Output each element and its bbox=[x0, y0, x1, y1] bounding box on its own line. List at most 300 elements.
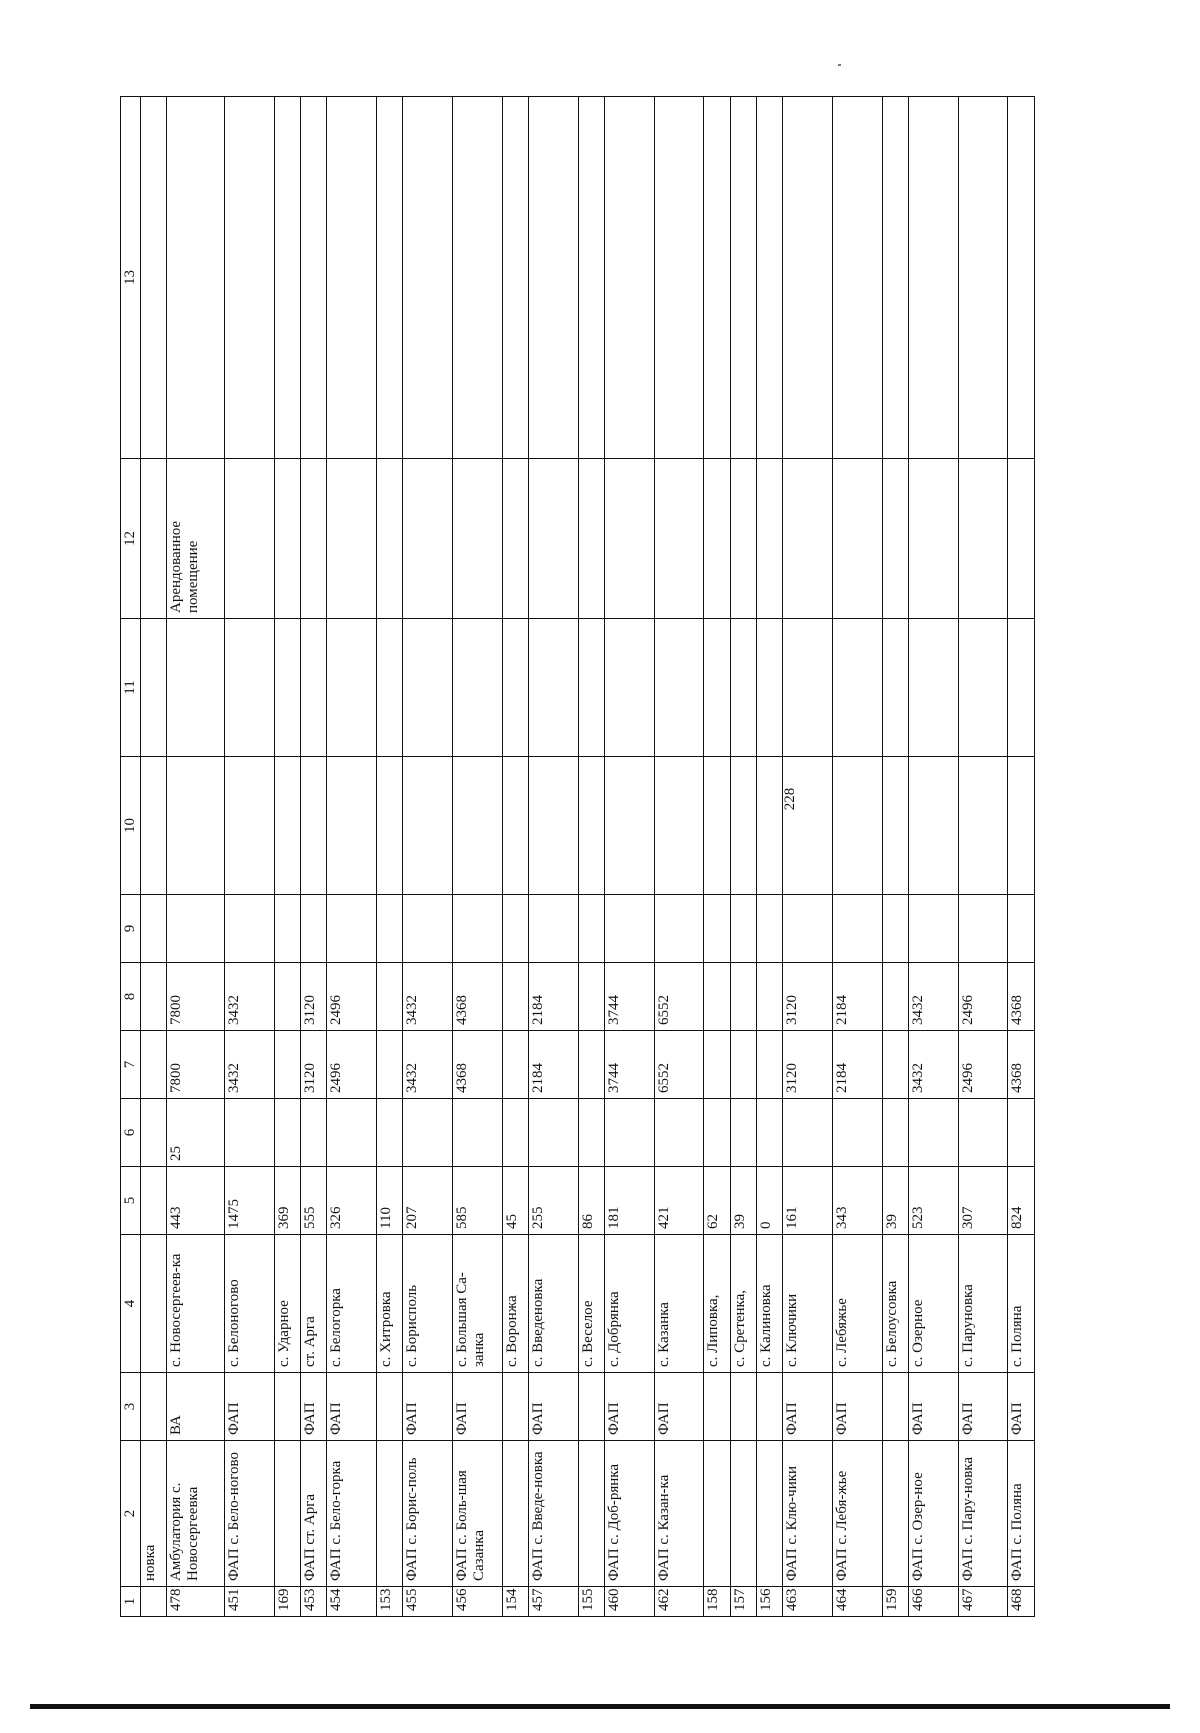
table-cell bbox=[502, 97, 528, 459]
table-cell bbox=[141, 895, 167, 963]
table-cell bbox=[528, 757, 578, 895]
table-cell bbox=[327, 1099, 377, 1167]
table-cell bbox=[224, 619, 274, 757]
header-row bbox=[121, 97, 141, 1617]
table-cell: 181 bbox=[604, 1167, 654, 1235]
table-row bbox=[1008, 97, 1035, 1617]
table-cell bbox=[141, 1235, 167, 1373]
table-cell: 460 bbox=[604, 1587, 654, 1617]
table-cell: ФАП с. Боль-шая Сазанка bbox=[452, 1441, 502, 1587]
table-cell bbox=[604, 1099, 654, 1167]
table-cell: ФАП bbox=[224, 1373, 274, 1441]
table-cell bbox=[376, 1031, 402, 1099]
table-cell: ФАП bbox=[654, 1373, 704, 1441]
table-cell: 7800 bbox=[167, 1031, 225, 1099]
table-cell: ФАП с. Поляна bbox=[1008, 1441, 1035, 1587]
table-cell: 4368 bbox=[1008, 963, 1035, 1031]
table-row bbox=[654, 97, 704, 1617]
table-cell bbox=[704, 1373, 730, 1441]
table-cell bbox=[756, 1099, 782, 1167]
table-cell: ФАП bbox=[327, 1373, 377, 1441]
table-cell: ФАП с. Бело-ногово bbox=[224, 1441, 274, 1587]
table-row bbox=[224, 97, 274, 1617]
table-row bbox=[882, 97, 908, 1617]
table-cell: с. Липовка, bbox=[704, 1235, 730, 1373]
table-cell bbox=[274, 1373, 300, 1441]
table-cell bbox=[224, 895, 274, 963]
table-row bbox=[167, 97, 225, 1617]
table-cell: 457 bbox=[528, 1587, 578, 1617]
table-cell bbox=[832, 757, 882, 895]
table-cell bbox=[528, 895, 578, 963]
table-cell bbox=[756, 1031, 782, 1099]
table-cell bbox=[141, 1587, 167, 1617]
table-cell: ФАП с. Клю-чики bbox=[783, 1441, 833, 1587]
table-cell: 443 bbox=[167, 1167, 225, 1235]
table-cell bbox=[832, 97, 882, 459]
table-cell bbox=[704, 1031, 730, 1099]
table-cell bbox=[756, 1373, 782, 1441]
table-cell: с. Поляна bbox=[1008, 1235, 1035, 1373]
table-cell bbox=[730, 459, 756, 619]
table-cell bbox=[327, 757, 377, 895]
table-cell: Арендованное помещение bbox=[167, 459, 225, 619]
table-cell bbox=[730, 1441, 756, 1587]
table-cell: ст. Арга bbox=[300, 1235, 326, 1373]
table-cell bbox=[452, 895, 502, 963]
table-cell bbox=[756, 895, 782, 963]
table-cell bbox=[578, 963, 604, 1031]
table-cell: ФАП с. Борис-поль bbox=[403, 1441, 453, 1587]
table-cell: 86 bbox=[578, 1167, 604, 1235]
column-header: 9 bbox=[121, 895, 141, 963]
table-row bbox=[528, 97, 578, 1617]
column-header: 4 bbox=[121, 1235, 141, 1373]
table-cell bbox=[327, 459, 377, 619]
table-cell: 585 bbox=[452, 1167, 502, 1235]
table-cell bbox=[403, 619, 453, 757]
table-cell bbox=[704, 97, 730, 459]
table-cell bbox=[376, 963, 402, 1031]
table-cell bbox=[452, 1099, 502, 1167]
table-cell: ФАП с. Введе-новка bbox=[528, 1441, 578, 1587]
table-cell: ФАП с. Пару-новка bbox=[958, 1441, 1008, 1587]
table-row bbox=[403, 97, 453, 1617]
table-cell bbox=[502, 1441, 528, 1587]
table-cell: с. Хитровка bbox=[376, 1235, 402, 1373]
table-cell: 7800 bbox=[167, 963, 225, 1031]
table-cell bbox=[502, 963, 528, 1031]
table-cell bbox=[908, 757, 958, 895]
table-cell: 207 bbox=[403, 1167, 453, 1235]
table-cell: 3744 bbox=[604, 963, 654, 1031]
table-cell bbox=[958, 757, 1008, 895]
table-cell bbox=[654, 1099, 704, 1167]
table-cell: 2184 bbox=[528, 1031, 578, 1099]
table-row bbox=[300, 97, 326, 1617]
table-cell: 307 bbox=[958, 1167, 1008, 1235]
table-cell: 0 bbox=[756, 1167, 782, 1235]
table-cell bbox=[502, 757, 528, 895]
table-row bbox=[756, 97, 782, 1617]
table-cell bbox=[756, 963, 782, 1031]
table-cell: 455 bbox=[403, 1587, 453, 1617]
table-cell: ФАП bbox=[1008, 1373, 1035, 1441]
facility-table bbox=[120, 96, 1035, 1617]
table-cell bbox=[756, 97, 782, 459]
table-cell bbox=[502, 1031, 528, 1099]
table-cell bbox=[704, 963, 730, 1031]
table-cell bbox=[908, 97, 958, 459]
column-header: 8 bbox=[121, 963, 141, 1031]
table-row bbox=[141, 97, 167, 1617]
table-cell bbox=[730, 619, 756, 757]
table-cell bbox=[452, 97, 502, 459]
table-cell bbox=[654, 619, 704, 757]
table-cell bbox=[578, 1373, 604, 1441]
table-cell: 157 bbox=[730, 1587, 756, 1617]
table-cell: 158 bbox=[704, 1587, 730, 1617]
table-cell bbox=[730, 1031, 756, 1099]
table-cell: 4368 bbox=[452, 1031, 502, 1099]
table-cell: 421 bbox=[654, 1167, 704, 1235]
table-cell: с. Воронжа bbox=[502, 1235, 528, 1373]
table-cell bbox=[141, 757, 167, 895]
table-cell bbox=[1008, 757, 1035, 895]
table-cell: 3432 bbox=[403, 1031, 453, 1099]
table-cell: 2496 bbox=[327, 1031, 377, 1099]
table-cell bbox=[141, 1167, 167, 1235]
table-cell bbox=[452, 619, 502, 757]
column-header: 13 bbox=[121, 97, 141, 459]
table-cell: ФАП с. Озер-ное bbox=[908, 1441, 958, 1587]
table-cell: ФАП с. Бело-горка bbox=[327, 1441, 377, 1587]
table-cell bbox=[141, 1099, 167, 1167]
table-cell bbox=[1008, 619, 1035, 757]
table-cell: 6552 bbox=[654, 963, 704, 1031]
table-cell bbox=[783, 97, 833, 459]
table-cell bbox=[141, 459, 167, 619]
table-row bbox=[274, 97, 300, 1617]
table-cell bbox=[274, 1099, 300, 1167]
table-cell bbox=[1008, 1099, 1035, 1167]
table-cell bbox=[730, 1373, 756, 1441]
table-cell bbox=[654, 459, 704, 619]
table-cell: 467 bbox=[958, 1587, 1008, 1617]
table-cell: 6552 bbox=[654, 1031, 704, 1099]
table-cell bbox=[274, 619, 300, 757]
table-cell bbox=[578, 619, 604, 757]
table-cell: 110 bbox=[376, 1167, 402, 1235]
column-header: 11 bbox=[121, 619, 141, 757]
table-cell bbox=[1008, 97, 1035, 459]
table-cell bbox=[376, 757, 402, 895]
table-cell: с. Озерное bbox=[908, 1235, 958, 1373]
table-cell bbox=[376, 1441, 402, 1587]
table-cell bbox=[327, 895, 377, 963]
table-cell bbox=[832, 1099, 882, 1167]
column-header: 7 bbox=[121, 1031, 141, 1099]
table-cell: 555 bbox=[300, 1167, 326, 1235]
table-cell: 463 bbox=[783, 1587, 833, 1617]
table-cell: 155 bbox=[578, 1587, 604, 1617]
table-row bbox=[578, 97, 604, 1617]
table-cell bbox=[783, 757, 833, 895]
table-cell bbox=[452, 757, 502, 895]
table-cell bbox=[578, 1031, 604, 1099]
column-header: 1 bbox=[121, 1587, 141, 1617]
table-cell: 2184 bbox=[832, 963, 882, 1031]
table-cell bbox=[783, 459, 833, 619]
table-cell: 3432 bbox=[908, 963, 958, 1031]
table-cell: ФАП bbox=[300, 1373, 326, 1441]
table-cell bbox=[528, 619, 578, 757]
table-cell bbox=[704, 895, 730, 963]
table-cell bbox=[958, 619, 1008, 757]
table-cell: ФАП с. Казан-ка bbox=[654, 1441, 704, 1587]
table-cell: 154 bbox=[502, 1587, 528, 1617]
table-cell: ФАП bbox=[783, 1373, 833, 1441]
table-cell: с. Калиновка bbox=[756, 1235, 782, 1373]
table-cell bbox=[274, 895, 300, 963]
table-cell: с. Паруновка bbox=[958, 1235, 1008, 1373]
table-cell: 369 bbox=[274, 1167, 300, 1235]
table-cell: с. Белогорка bbox=[327, 1235, 377, 1373]
table-cell bbox=[578, 757, 604, 895]
table-cell: ВА bbox=[167, 1373, 225, 1441]
table-cell: 255 bbox=[528, 1167, 578, 1235]
table-cell bbox=[730, 963, 756, 1031]
table-cell: 153 bbox=[376, 1587, 402, 1617]
table-cell bbox=[300, 97, 326, 459]
table-cell bbox=[882, 97, 908, 459]
table-cell: ФАП bbox=[604, 1373, 654, 1441]
table-cell bbox=[882, 895, 908, 963]
table-cell bbox=[882, 1031, 908, 1099]
table-cell bbox=[274, 459, 300, 619]
table-cell bbox=[528, 97, 578, 459]
table-cell: 4368 bbox=[1008, 1031, 1035, 1099]
table-cell bbox=[528, 459, 578, 619]
table-cell: 478 bbox=[167, 1587, 225, 1617]
table-cell bbox=[376, 895, 402, 963]
page-bottom-rule bbox=[30, 1704, 1170, 1709]
table-cell bbox=[376, 459, 402, 619]
table-cell: 3120 bbox=[783, 963, 833, 1031]
table-cell bbox=[908, 459, 958, 619]
table-row bbox=[783, 97, 833, 1617]
table-cell: 62 bbox=[704, 1167, 730, 1235]
table-cell bbox=[141, 1031, 167, 1099]
table-cell: 2184 bbox=[528, 963, 578, 1031]
table-cell bbox=[141, 1373, 167, 1441]
column-header: 6 bbox=[121, 1099, 141, 1167]
table-cell bbox=[1008, 895, 1035, 963]
table-cell: ФАП bbox=[452, 1373, 502, 1441]
table-cell bbox=[502, 619, 528, 757]
table-cell bbox=[882, 757, 908, 895]
table-cell: 466 bbox=[908, 1587, 958, 1617]
table-row bbox=[832, 97, 882, 1617]
table-cell: с. Введеновка bbox=[528, 1235, 578, 1373]
table-cell bbox=[502, 1373, 528, 1441]
table-cell: 464 bbox=[832, 1587, 882, 1617]
table-cell bbox=[578, 97, 604, 459]
table-cell bbox=[167, 757, 225, 895]
table-cell bbox=[832, 619, 882, 757]
table-cell: с. Добрянка bbox=[604, 1235, 654, 1373]
table-cell bbox=[654, 97, 704, 459]
table-row bbox=[502, 97, 528, 1617]
table-row bbox=[958, 97, 1008, 1617]
table-cell: ФАП bbox=[832, 1373, 882, 1441]
table-cell bbox=[578, 1441, 604, 1587]
table-cell: с. Новосергеев-ка bbox=[167, 1235, 225, 1373]
table-cell bbox=[704, 459, 730, 619]
table-cell bbox=[578, 1099, 604, 1167]
table-cell bbox=[403, 757, 453, 895]
table-cell: ФАП ст. Арга bbox=[300, 1441, 326, 1587]
table-cell bbox=[327, 619, 377, 757]
table-cell: 326 bbox=[327, 1167, 377, 1235]
table-cell: 2496 bbox=[327, 963, 377, 1031]
table-cell: 45 bbox=[502, 1167, 528, 1235]
table-row bbox=[908, 97, 958, 1617]
table-cell: 2496 bbox=[958, 1031, 1008, 1099]
table-cell: 1475 bbox=[224, 1167, 274, 1235]
table-cell bbox=[654, 895, 704, 963]
table-cell bbox=[376, 97, 402, 459]
table-cell bbox=[274, 757, 300, 895]
table-cell: 451 bbox=[224, 1587, 274, 1617]
table-cell bbox=[300, 619, 326, 757]
table-cell: с. Сретенка, bbox=[730, 1235, 756, 1373]
table-cell bbox=[604, 619, 654, 757]
table-cell: 824 bbox=[1008, 1167, 1035, 1235]
column-header: 3 bbox=[121, 1373, 141, 1441]
table-cell: 159 bbox=[882, 1587, 908, 1617]
table-cell: Амбулатория с. Новосергеевка bbox=[167, 1441, 225, 1587]
table-cell: ФАП с. Лебя-жье bbox=[832, 1441, 882, 1587]
table-cell bbox=[300, 1099, 326, 1167]
table-cell bbox=[167, 619, 225, 757]
table-cell bbox=[274, 963, 300, 1031]
table-cell bbox=[604, 895, 654, 963]
table-row bbox=[452, 97, 502, 1617]
table-cell bbox=[654, 757, 704, 895]
page-number: 228 bbox=[782, 787, 798, 811]
table-cell bbox=[274, 1441, 300, 1587]
table-cell bbox=[604, 459, 654, 619]
table-cell: 3432 bbox=[403, 963, 453, 1031]
table-cell: 3120 bbox=[783, 1031, 833, 1099]
table-cell bbox=[882, 459, 908, 619]
column-header: 5 bbox=[121, 1167, 141, 1235]
table-cell: 2184 bbox=[832, 1031, 882, 1099]
table-cell: ФАП bbox=[403, 1373, 453, 1441]
table-cell: 523 bbox=[908, 1167, 958, 1235]
table-cell bbox=[604, 97, 654, 459]
table-cell bbox=[403, 1099, 453, 1167]
table-cell: с. Казанка bbox=[654, 1235, 704, 1373]
table-cell: 2496 bbox=[958, 963, 1008, 1031]
table-cell: с. Лебяжье bbox=[832, 1235, 882, 1373]
table-cell bbox=[604, 757, 654, 895]
table-cell: 468 bbox=[1008, 1587, 1035, 1617]
table-cell bbox=[403, 97, 453, 459]
table-cell: 3120 bbox=[300, 1031, 326, 1099]
table-cell: с. Белоусовка bbox=[882, 1235, 908, 1373]
table-cell bbox=[882, 963, 908, 1031]
table-cell bbox=[756, 459, 782, 619]
table-cell bbox=[300, 757, 326, 895]
table-cell bbox=[958, 895, 1008, 963]
table-cell: ФАП bbox=[908, 1373, 958, 1441]
column-header: 10 bbox=[121, 757, 141, 895]
table-cell: 25 bbox=[167, 1099, 225, 1167]
table-cell bbox=[502, 1099, 528, 1167]
table-cell bbox=[756, 1441, 782, 1587]
table-cell: ФАП bbox=[528, 1373, 578, 1441]
table-cell: 156 bbox=[756, 1587, 782, 1617]
column-header: 12 bbox=[121, 459, 141, 619]
table-cell: с. Веселое bbox=[578, 1235, 604, 1373]
table-cell bbox=[224, 97, 274, 459]
table-cell bbox=[167, 97, 225, 459]
table-cell bbox=[832, 459, 882, 619]
column-header: 2 bbox=[121, 1441, 141, 1587]
table-cell: ФАП с. Доб-рянка bbox=[604, 1441, 654, 1587]
table-cell bbox=[704, 757, 730, 895]
table-cell bbox=[783, 1099, 833, 1167]
table-cell: с. Белоногово bbox=[224, 1235, 274, 1373]
table-cell: 462 bbox=[654, 1587, 704, 1617]
table-cell bbox=[882, 619, 908, 757]
table-cell bbox=[908, 619, 958, 757]
table-cell bbox=[730, 97, 756, 459]
table-cell bbox=[452, 459, 502, 619]
table-cell: 161 bbox=[783, 1167, 833, 1235]
table-cell bbox=[502, 895, 528, 963]
table-cell bbox=[528, 1099, 578, 1167]
table-cell bbox=[704, 1099, 730, 1167]
table-cell bbox=[376, 1373, 402, 1441]
scan-speck bbox=[838, 64, 841, 66]
table-cell bbox=[300, 459, 326, 619]
table-cell bbox=[502, 459, 528, 619]
table-cell: с. Ключики bbox=[783, 1235, 833, 1373]
table-cell bbox=[274, 97, 300, 459]
table-row bbox=[704, 97, 730, 1617]
table-cell: 3432 bbox=[224, 963, 274, 1031]
table-cell: 456 bbox=[452, 1587, 502, 1617]
table-cell bbox=[167, 895, 225, 963]
table-cell bbox=[756, 619, 782, 757]
table-row bbox=[327, 97, 377, 1617]
table-cell: новка bbox=[141, 1441, 167, 1587]
table-cell bbox=[756, 757, 782, 895]
table-cell bbox=[1008, 459, 1035, 619]
table-cell bbox=[908, 1099, 958, 1167]
table-cell bbox=[783, 895, 833, 963]
table-cell bbox=[730, 1099, 756, 1167]
table-cell bbox=[958, 97, 1008, 459]
table-cell: с. Ударное bbox=[274, 1235, 300, 1373]
table-cell bbox=[141, 963, 167, 1031]
table-cell bbox=[224, 459, 274, 619]
table-cell: 3432 bbox=[908, 1031, 958, 1099]
table-row bbox=[604, 97, 654, 1617]
